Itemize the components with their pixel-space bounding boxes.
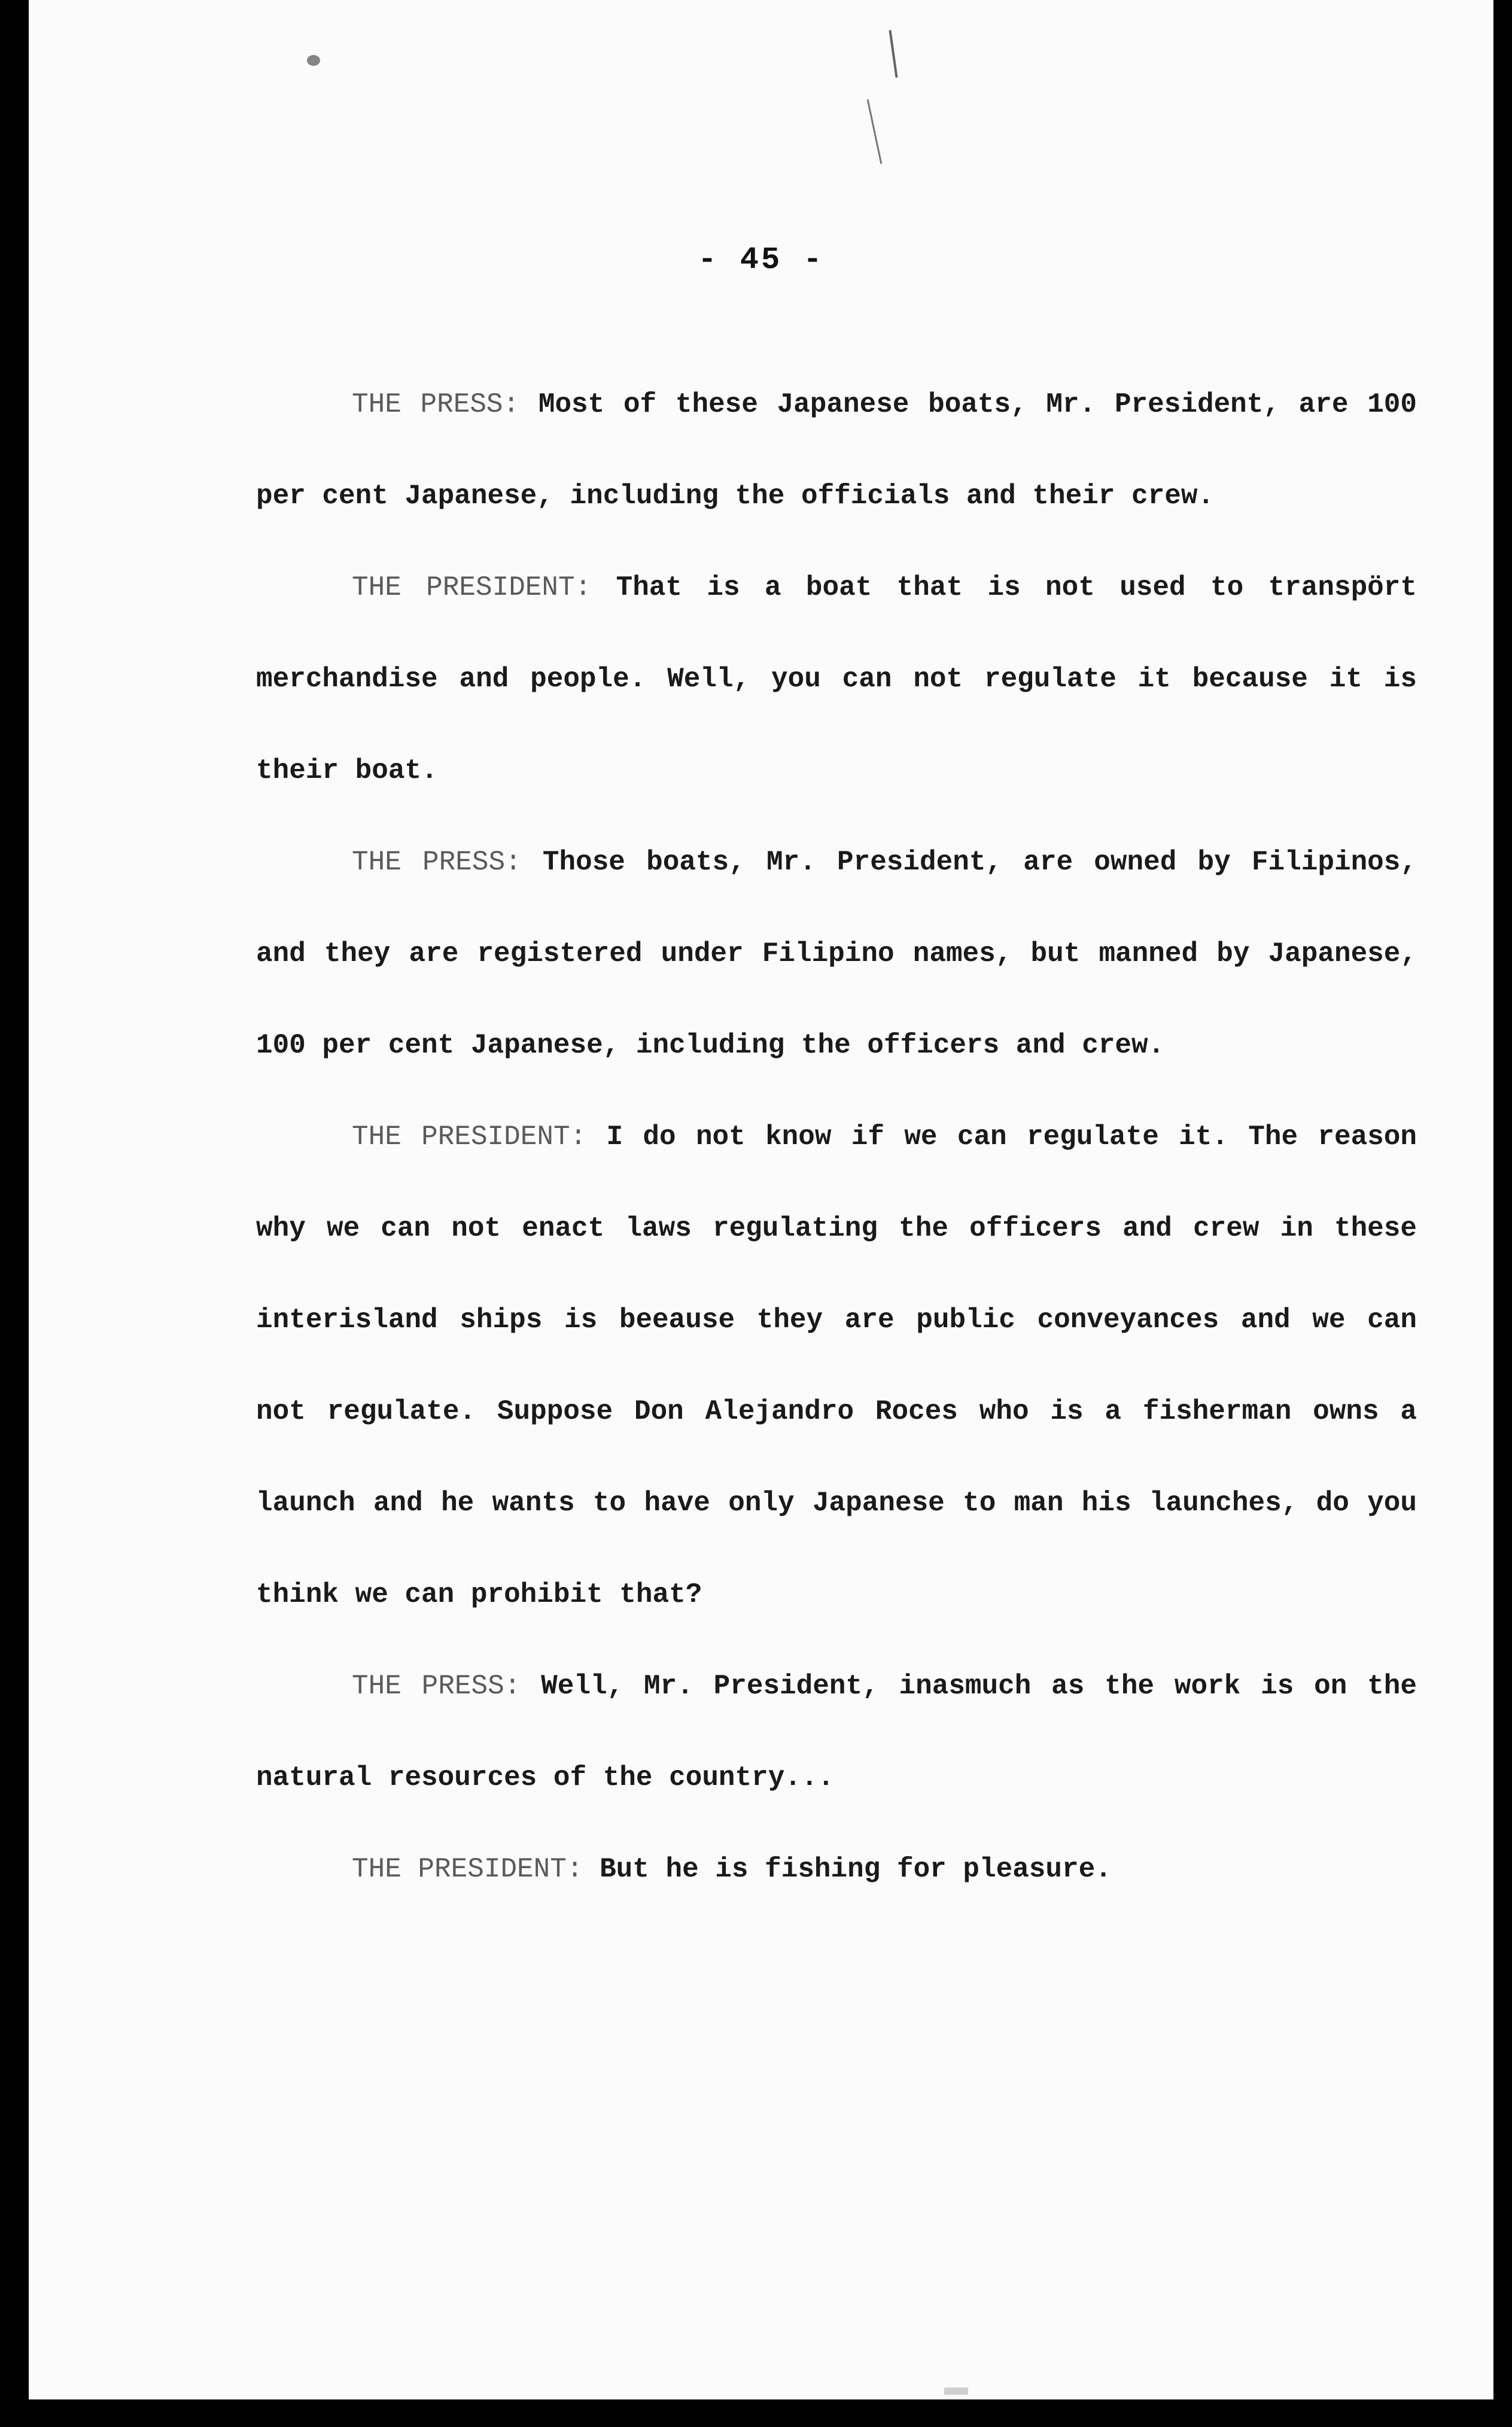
speaker-label: THE PRESIDENT: — [352, 1121, 587, 1152]
speaker-label: THE PRESS: — [352, 1671, 521, 1702]
speech-text: That is a boat that is not used to transpört merchandise and people. Well, you can not regulate it because it is their boat. — [256, 572, 1417, 786]
scan-scratch — [889, 30, 898, 78]
transcript-paragraph — [256, 542, 1417, 817]
speaker-label: THE PRESS: — [352, 847, 522, 878]
transcript-paragraph — [256, 1824, 1417, 1915]
speaker-label: THE PRESS: — [352, 389, 520, 420]
page-number: - 45 - — [698, 242, 825, 278]
speaker-label: THE PRESIDENT: — [352, 1854, 583, 1885]
scan-edge-mark — [944, 2388, 968, 2395]
speech-text: I do not know if we can regulate it. The reason why we can not enact laws regulating the officers and crew in these interisland ships is beeause they are public conveyances and we can not regulate. Suppose Don Alejandro Roces who is a fisherman owns a launch and he wants to have only Japanese to man his launches, do you think we can prohibit that? — [256, 1121, 1417, 1610]
speech-text: Most of these Japanese boats, Mr. President, are 100 per cent Japanese, including the officials and their crew. — [256, 389, 1417, 512]
transcript-paragraph — [256, 1091, 1417, 1641]
scan-speck — [307, 55, 320, 66]
transcript-body — [256, 359, 1417, 1915]
transcript-paragraph — [256, 817, 1417, 1091]
speech-text: Those boats, Mr. President, are owned by Filipinos, and they are registered under Filipino names, but manned by Japanese, 100 per cent Japanese, including the officers and crew. — [256, 847, 1417, 1061]
speaker-label: THE PRESIDENT: — [352, 572, 592, 603]
scan-scratch — [867, 99, 883, 164]
document-page — [29, 0, 1493, 2399]
speech-text: But he is fishing for pleasure. — [600, 1854, 1112, 1885]
speech-text: Well, Mr. President, inasmuch as the work is on the natural resources of the country... — [256, 1671, 1417, 1793]
transcript-paragraph — [256, 1641, 1417, 1824]
transcript-paragraph — [256, 359, 1417, 542]
